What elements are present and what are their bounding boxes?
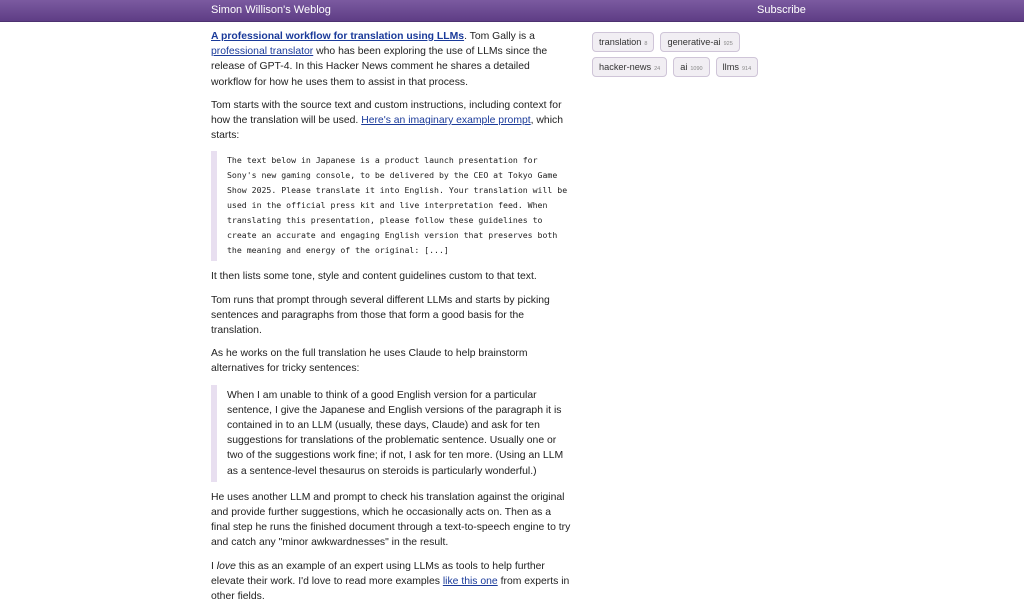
tag-llms[interactable] [716, 57, 759, 77]
example-prompt-link[interactable]: Here's an imaginary example prompt [361, 115, 531, 127]
post-body [211, 29, 571, 612]
tag-count: 925 [723, 41, 733, 47]
tag-hacker-news[interactable] [592, 57, 667, 77]
site-header [0, 0, 1024, 22]
post-title-link[interactable]: A professional workflow for translation using LLMs [211, 31, 465, 42]
source-text-1: Tom starts with the source text and custom instructions, including context for how the translation will be used. [211, 99, 562, 127]
source-text-2: , which starts: [211, 115, 563, 142]
paragraph-claude: As he works on the full translation he uses Claude to help brainstorm alternatives for tricky sentences: [211, 348, 528, 375]
paragraph-check: He uses another LLM and prompt to check his translation against the original and provide further suggestions, which he occasionally acts on. Then as a final step he runs the finished document through a text-to-speech engine to try and catch any "minor awkwardnesses" in the result. [211, 491, 571, 549]
tag-label: generative-ai [667, 37, 721, 47]
tag-list [592, 32, 762, 77]
intro-text-1: . Tom Gally is a [464, 31, 535, 42]
paragraph-intro [211, 29, 571, 90]
tag-count: 1090 [690, 66, 703, 72]
subscribe-link[interactable]: Subscribe [757, 4, 806, 16]
paragraph-guidelines: It then lists some tone, style and content guidelines custom to that text. [211, 271, 537, 283]
paragraph-conclusion [211, 559, 571, 605]
claude-quote: When I am unable to think of a good English version for a particular sentence, I give the Japanese and English versions of the paragraph it is contained in to an LLM (usually, these days, Claude) and ask for ten suggestions for translations of the problematic sentence. Usually one or two of the suggestions work fine; if not, I ask for ten more. (Using an LLM as a sentence-level thesaurus on steroids is particularly wonderful.) [211, 385, 571, 482]
paragraph-source-text [211, 98, 571, 144]
love-emphasis: love [216, 560, 236, 572]
conclusion-text-1: I [211, 560, 217, 572]
tag-ai[interactable] [673, 57, 709, 77]
site-title-link[interactable]: Simon Willison's Weblog [211, 4, 331, 16]
tag-label: hacker-news [599, 62, 652, 72]
tag-count: 8 [644, 41, 648, 47]
tag-translation[interactable] [592, 32, 654, 52]
like-this-one-link[interactable]: like this one [442, 575, 498, 587]
tag-count: 914 [741, 66, 752, 72]
paragraph-multiple-llms: Tom runs that prompt through several different LLMs and starts by picking sentences and paragraphs from those that form a good basis for the translation. [211, 294, 550, 337]
prompt-code-quote: The text below in Japanese is a product launch presentation for Sony's new gaming console, to be delivered by the CEO at Tokyo Game Show 2025. Please translate it into English. Your translation will be used in the official press kit and live interpretation feed. When translating this presentation, please follow these guidelines to create an accurate and engaging English version that preserves both the meaning and energy of the original: [...] [211, 151, 571, 261]
tag-generative-ai[interactable] [660, 32, 739, 52]
tag-label: llms [722, 62, 739, 72]
tag-label: ai [680, 62, 688, 72]
intro-text-2: who has been exploring the use of LLMs since the release of GPT-4. In this Hacker News comment he shares a detailed workflow for how he uses them to assist in that process. [211, 46, 548, 88]
tag-label: translation [599, 37, 642, 47]
conclusion-text-2: this as an example of an expert using LLMs as tools to help further elevate their work. I'd love to read more examples [211, 560, 545, 587]
tag-count: 24 [654, 66, 661, 72]
conclusion-text-3: from experts in other fields. [211, 575, 570, 603]
professional-translator-link[interactable]: professional translator [211, 46, 314, 58]
